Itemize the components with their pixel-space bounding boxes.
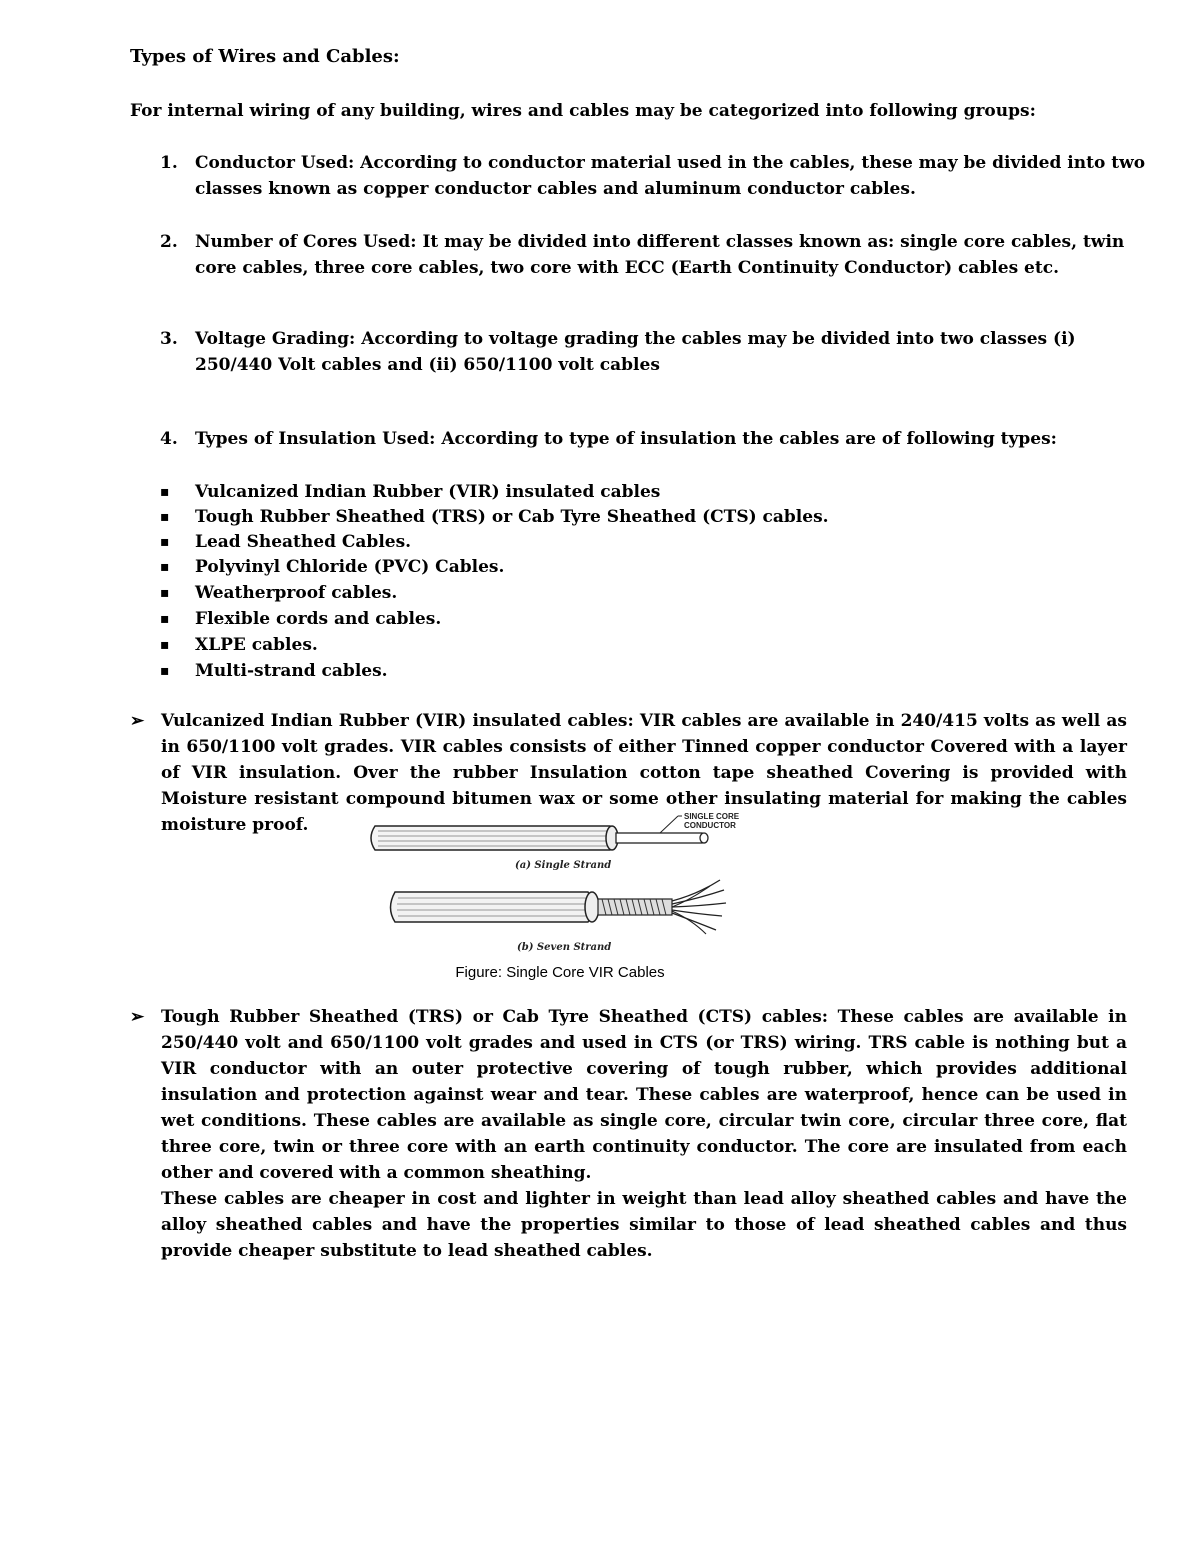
section-text: Tough Rubber Sheathed (TRS) or Cab Tyre Sheathed (CTS) cables: These cables are available in 250/440 volt and 650/1100 volt grades and used in CTS (or TRS) wiring. TRS cable is nothing but a VIR conductor with an outer protective covering of tough rubber, which provides additional insulation and protection against wear and tear. These cables are waterproof, hence can be used in wet conditions. These cables are available as single core, circular twin core, circular three core, flat three core, twin or three core with an earth continuity conductor. The core are insulated from each other and covered with a common sheathing. — [161, 1007, 1127, 1183]
bullet-icon: ▪ — [160, 585, 170, 601]
vir-cable-figure — [360, 810, 760, 958]
bullet-text: Multi-strand cables. — [195, 661, 388, 681]
bullet-icon: ▪ — [160, 663, 170, 679]
item-text: Conductor Used: According to conductor material used in the cables, these may be divided into two classes known as copper conductor cables and aluminum conductor cables. — [195, 153, 1146, 199]
intro-text: For internal wiring of any building, wires and cables may be categorized into following groups: — [130, 101, 1036, 121]
bullet-text: Tough Rubber Sheathed (TRS) or Cab Tyre Sheathed (CTS) cables. — [195, 507, 829, 527]
section-text: Vulcanized Indian Rubber (VIR) insulated cables: VIR cables are available in 240/415 volts as well as in 650/1100 volt grades. VIR cables consists of either Tinned copper conductor Covered with a layer of VIR insulation. Over the rubber Insulation cotton tape sheathed Covering is provided with Moisture resistant compound bitumen wax or some other insulating material for making the cables moisture proof. — [161, 711, 1127, 835]
bullet-icon: ▪ — [160, 611, 170, 627]
item-number: 2. — [160, 232, 178, 252]
figure-caption: Figure: Single Core VIR Cables — [455, 964, 665, 981]
figure-tag-line2: CONDUCTOR — [684, 821, 736, 830]
bullet-text: Flexible cords and cables. — [195, 609, 442, 629]
bullet-text: Polyvinyl Chloride (PVC) Cables. — [195, 557, 505, 577]
bullet-text: Lead Sheathed Cables. — [195, 532, 412, 552]
bullet-icon: ▪ — [160, 559, 170, 575]
item-number: 1. — [160, 153, 178, 173]
figure-label-a: (a) Single Strand — [515, 860, 612, 871]
bullet-text: Weatherproof cables. — [195, 583, 398, 603]
item-text: Types of Insulation Used: According to type of insulation the cables are of following types: — [195, 429, 1057, 449]
bullet-icon: ▪ — [160, 509, 170, 525]
item-number: 4. — [160, 429, 178, 449]
arrow-bullet-icon: ➢ — [130, 1007, 145, 1027]
trs-followup-paragraph: These cables are cheaper in cost and lighter in weight than lead alloy sheathed cables and have the alloy sheathed cables and have the properties similar to those of lead sheathed cables and thus provide cheaper substitute to lead sheathed cables. — [161, 1189, 1127, 1261]
figure-label-b: (b) Seven Strand — [517, 942, 612, 953]
bullet-icon: ▪ — [160, 534, 170, 550]
item-text: Number of Cores Used: It may be divided into different classes known as: single core cables, twin core cables, three core cables, two core with ECC (Earth Continuity Conductor) cables etc. — [195, 232, 1125, 278]
figure-tag-line1: SINGLE CORE — [684, 812, 740, 821]
single-strand-cable-drawing — [371, 816, 708, 850]
bullet-icon: ▪ — [160, 484, 170, 500]
bullet-icon: ▪ — [160, 637, 170, 653]
bullet-text: Vulcanized Indian Rubber (VIR) insulated cables — [195, 482, 661, 502]
seven-strand-cable-drawing — [391, 880, 727, 934]
item-number: 3. — [160, 329, 178, 349]
bullet-text: XLPE cables. — [195, 635, 318, 655]
arrow-bullet-icon: ➢ — [130, 711, 145, 731]
page-title: Types of Wires and Cables: — [130, 46, 400, 67]
item-text: Voltage Grading: According to voltage grading the cables may be divided into two classes (i) 250/440 Volt cables and (ii) 650/1100 volt cables — [195, 329, 1076, 375]
